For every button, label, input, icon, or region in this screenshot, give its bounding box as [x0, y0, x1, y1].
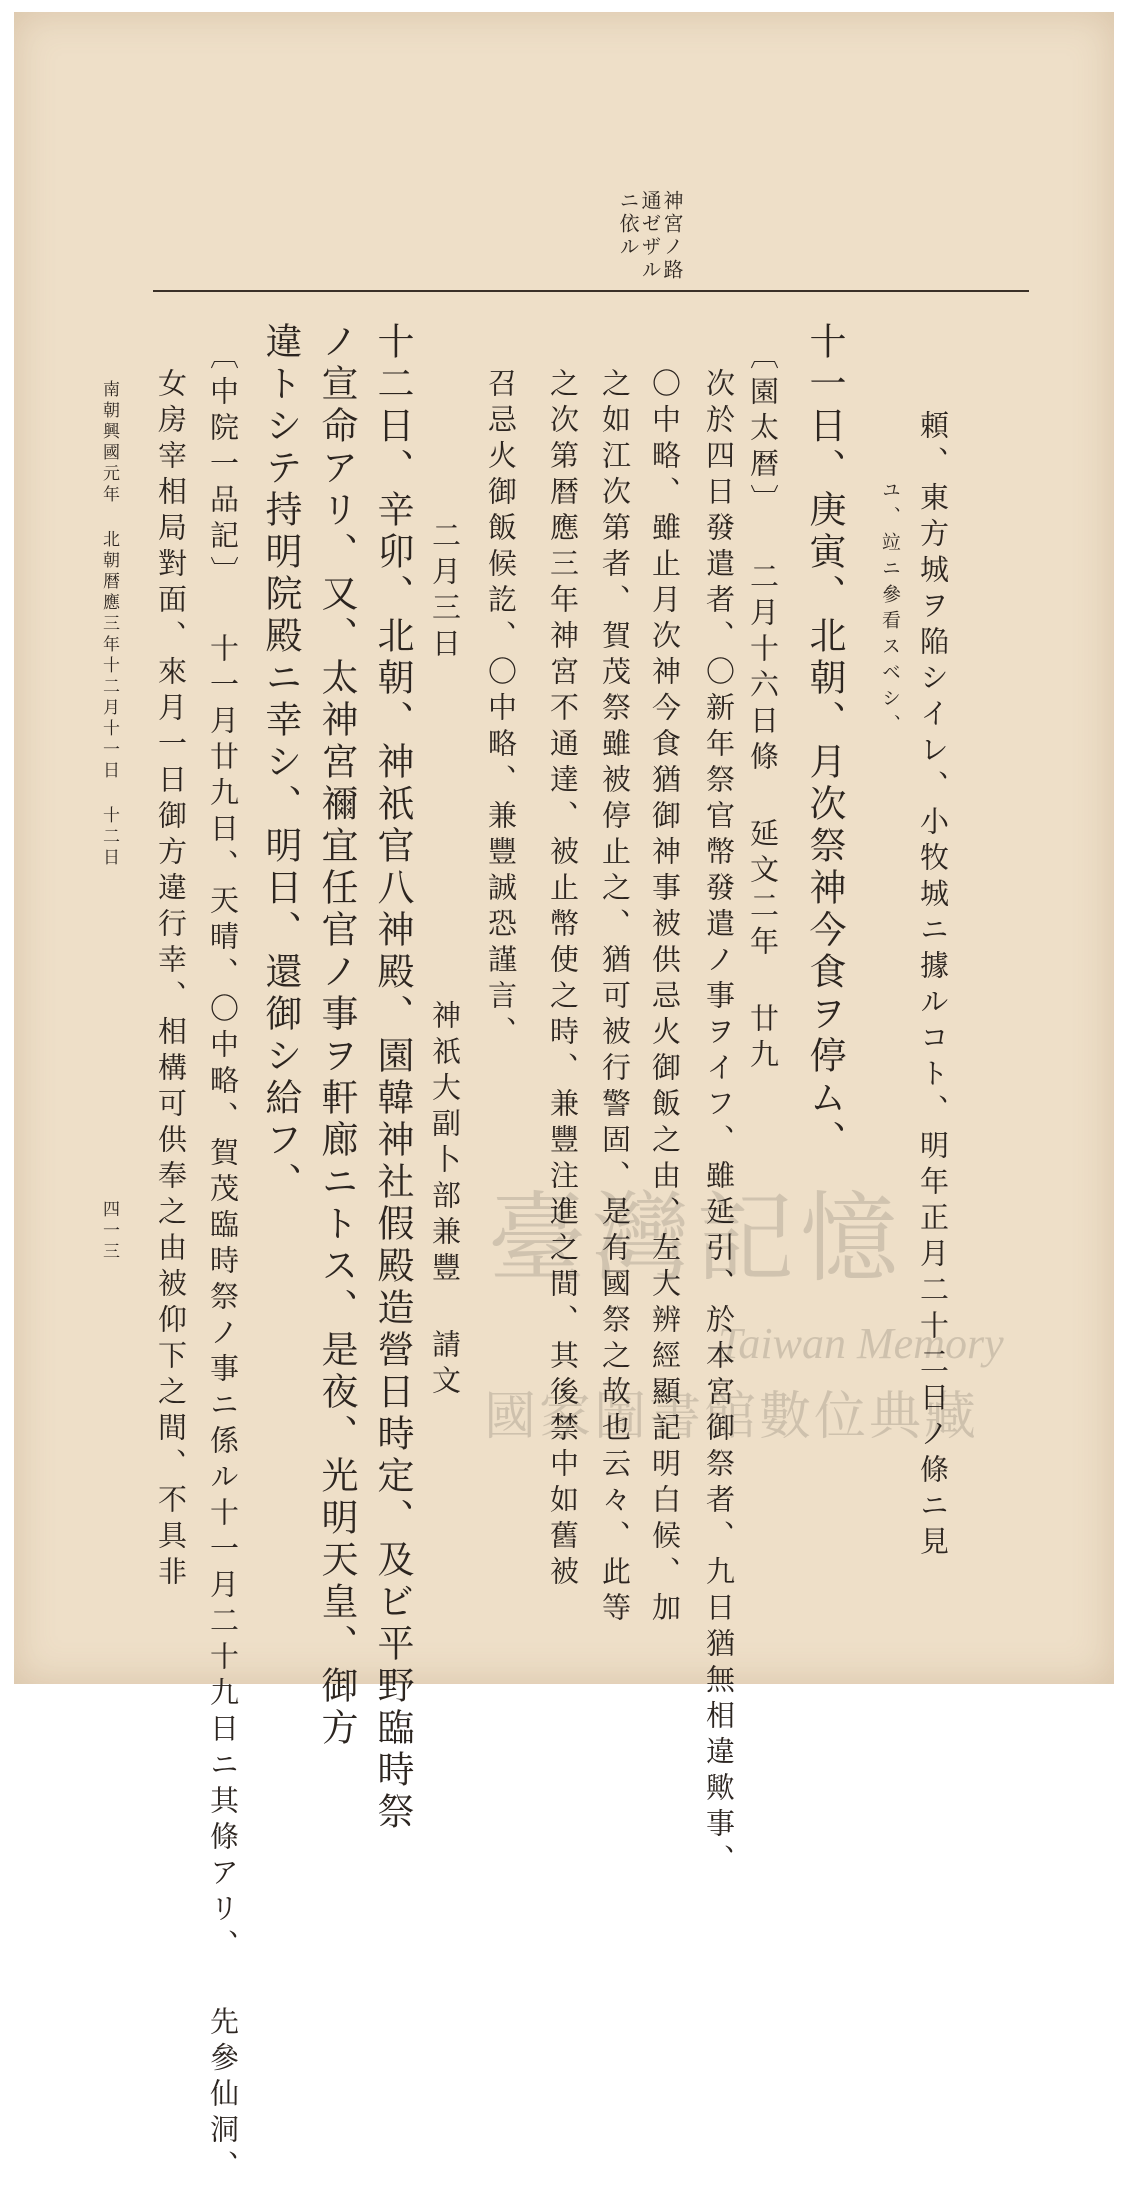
source-citation-entaireki: 〔園太暦〕 二月十六日條 延文二年 廿九: [746, 340, 780, 1075]
entry-heading-12th: 十二日、辛卯、北朝、神祇官八神殿、園韓神社假殿造營日時定、及ビ平野臨時祭: [371, 322, 414, 1834]
text-column-6: 〇中略、雖止月次神今食猶御神事被供忌火御飯之由、左大辨經顯記明白候、加: [648, 368, 682, 1628]
header-rule: [153, 290, 1029, 292]
running-footer: 南朝興國元年 北朝暦應三年十二月十一日 十二日: [99, 380, 119, 869]
text-column-7: 之如江次第者、賀茂祭雖被停止之、猶可被行警固、是有國祭之故也云々、此等: [598, 368, 632, 1628]
text-column-8: 之次第暦應三年神宮不通達、被止幣使之時、兼豐注進之間、其後禁中如舊被: [546, 368, 580, 1592]
margin-note-line-1: 神宮ノ路: [660, 190, 684, 282]
text-column-2: ユ、竝ニ參看スベシ、: [879, 480, 901, 740]
text-column-9: 召忌火御飯候訖、〇中略、兼豐誠恐謹言、: [484, 368, 518, 1052]
source-citation-chuin: 〔中院一品記〕 十一月廿九日、天晴、〇中略、賀茂臨時祭ノ事ニ係ル十一月二十九日ニ其條アリ、 先參仙洞、: [206, 340, 240, 2186]
watermark-title: 臺灣記憶: [488, 1182, 905, 1296]
text-column-5: 次於四日發遣者、〇新年祭官幣發遣ノ事ヲイフ、雖延引、於本宮御祭者、九日猶無相違歟事、: [702, 368, 736, 1880]
text-column-15: 女房宰相局對面、來月一日御方違行幸、相構可供奉之由被仰下之間、不具非: [154, 368, 188, 1592]
text-column-1: 頼、東方城ヲ陥シイレ、小牧城ニ據ルコト、明年正月二十二日ノ條ニ見: [916, 410, 950, 1562]
letter-signature: 神祇大副卜部兼豐 請文: [428, 1000, 462, 1401]
entry-heading-11th: 十一日、庚寅、北朝、月次祭神今食ヲ停ム、: [803, 322, 846, 1162]
text-column-12: ノ宣命アリ、又、太神宮禰宜任官ノ事ヲ軒廊ニトス、是夜、光明天皇、御方: [315, 322, 358, 1750]
page-number: 四一三: [99, 1200, 119, 1263]
letter-date: 二月三日: [428, 520, 462, 664]
watermark-subtitle: Taiwan Memory: [718, 1319, 1004, 1368]
margin-note-line-2: 通ゼザル: [638, 190, 662, 282]
margin-note-line-3: ニ依ル: [616, 190, 640, 259]
text-column-13: 違トシテ持明院殿ニ幸シ、明日、還御シ給フ、: [259, 322, 302, 1204]
watermark-org: 國家圖書館數位典藏: [484, 1387, 980, 1447]
